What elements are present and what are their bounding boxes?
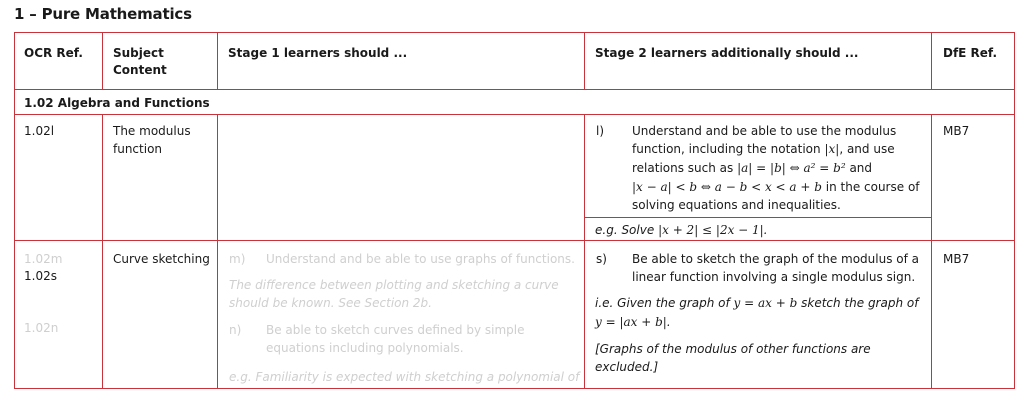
stage2-label-l: l)	[596, 124, 605, 138]
ie-tail: .	[666, 315, 671, 329]
col-divider	[102, 114, 103, 388]
stage2-l-line5: solving equations and inequalities.	[632, 198, 841, 212]
example-math: |x + 2| ≤ |2x − 1|	[658, 223, 764, 237]
exclusion-note-line2: excluded.]	[595, 360, 659, 374]
stage2-label-s: s)	[596, 252, 607, 266]
example-line	[595, 221, 768, 239]
stage1-m-note2: should be known. See Section 2b.	[229, 296, 432, 310]
dfe-ref-row2: MB7	[943, 252, 970, 266]
header-stage2: Stage 2 learners additionally should ...	[595, 46, 859, 60]
subject-curve-sketching: Curve sketching	[113, 252, 210, 266]
section-title: 1.02 Algebra and Functions	[24, 96, 210, 110]
ie-text: i.e. Given the graph of	[595, 296, 730, 310]
inequality-math: |x − a| < b ⇔ a − b < x < a + b	[632, 180, 822, 194]
stage1-m-text: Understand and be able to use graphs of functions.	[266, 252, 575, 266]
stage2-s-line1: Be able to sketch the graph of the modulus of a	[632, 252, 920, 266]
example-divider	[585, 217, 931, 218]
header-stage1: Stage 1 learners should ...	[228, 46, 408, 60]
ref-1-02s: 1.02s	[24, 269, 57, 283]
col-divider	[102, 33, 103, 89]
ie-line1	[595, 294, 918, 312]
header-subject-content: Subject Content	[113, 46, 167, 77]
ref-1-02n: 1.02n	[24, 321, 59, 335]
stage1-label-m: m)	[229, 252, 246, 266]
stage2-l-line2	[632, 140, 895, 158]
stage1-m-note1: The difference between plotting and sketching a curve	[229, 278, 559, 292]
header-dfe-ref: DfE Ref.	[943, 46, 998, 60]
page-heading: 1 – Pure Mathematics	[14, 5, 192, 23]
header-divider	[15, 89, 1014, 90]
ie-text2: sketch the graph of	[801, 296, 919, 310]
notation-math: |x|	[824, 142, 840, 156]
col-divider	[931, 114, 932, 388]
stage1-n-text1: Be able to sketch curves defined by simple	[266, 323, 525, 337]
col-divider	[931, 33, 932, 89]
subject-modulus-line2: function	[113, 142, 163, 156]
exclusion-note-line1: [Graphs of the modulus of other functions are	[595, 342, 871, 356]
ie-math1: y = ax + b	[733, 296, 798, 310]
dfe-ref-row1: MB7	[943, 124, 970, 138]
ie-line2	[595, 313, 671, 331]
stage2-l-line3	[632, 159, 872, 177]
col-divider	[584, 114, 585, 388]
col-divider	[217, 33, 218, 89]
stage2-s-line2: linear function involving a single modulus sign.	[632, 270, 916, 284]
example-tail: .	[763, 223, 768, 237]
col-divider	[217, 114, 218, 388]
stage2-l-line2-text: function, including the notation	[632, 142, 821, 156]
ref-1-02m: 1.02m	[24, 252, 63, 266]
example-text: e.g. Solve	[595, 223, 655, 237]
stage2-l-line1: Understand and be able to use the modulus	[632, 124, 897, 138]
specification-table	[14, 32, 1015, 389]
ref-1-02l: 1.02l	[24, 124, 55, 138]
subject-modulus-line1: The modulus	[113, 124, 191, 138]
row-divider	[15, 240, 1014, 241]
stage2-l-line4	[632, 178, 920, 196]
stage1-n-note: e.g. Familiarity is expected with sketching a polynomial of	[229, 370, 580, 384]
stage1-label-n: n)	[229, 323, 242, 337]
section-divider	[15, 114, 1014, 115]
stage2-l-line2-tail: , and use	[839, 142, 895, 156]
stage1-n-text2: equations including polynomials.	[266, 341, 464, 355]
col-divider	[584, 33, 585, 89]
header-ocr-ref: OCR Ref.	[24, 46, 83, 60]
stage2-l-line3-tail: and	[849, 161, 873, 175]
stage2-l-line4-tail: in the course of	[825, 180, 920, 194]
stage2-l-line3-text: relations such as	[632, 161, 734, 175]
relation-math: |a| = |b| ⇔ a² = b²	[737, 161, 846, 175]
ie-math2: y = |ax + b|	[595, 315, 667, 329]
